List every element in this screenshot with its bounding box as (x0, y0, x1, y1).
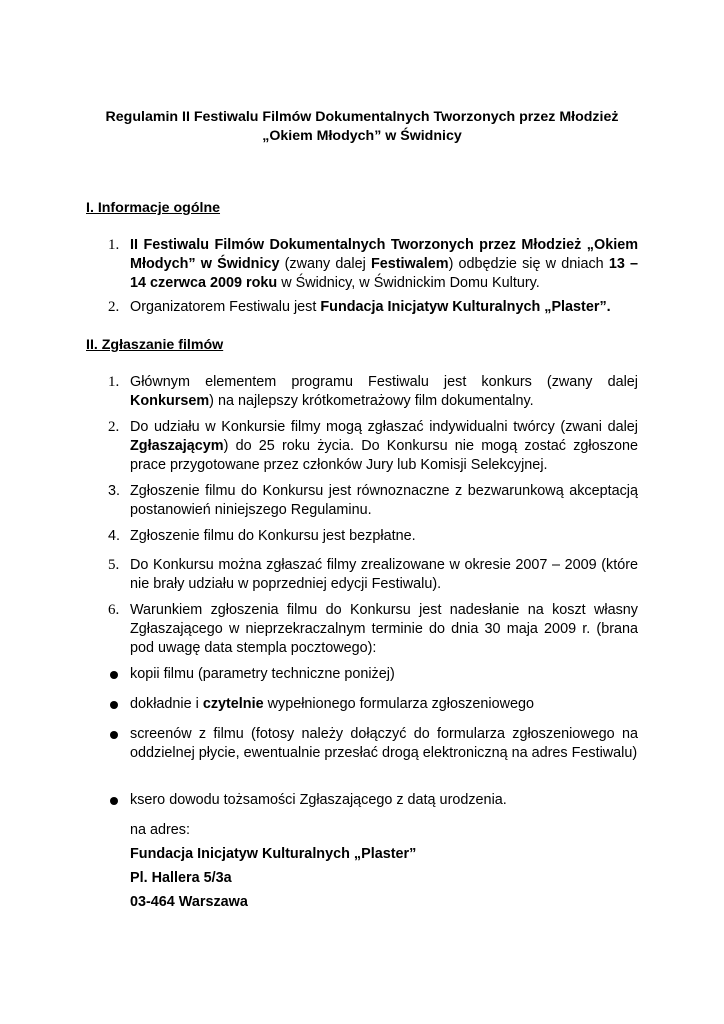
address-intro: na adres: (130, 822, 191, 838)
title-line-1: Regulamin II Festiwalu Filmów Dokumentalnych Tworzonych przez Młodzież (105, 109, 619, 125)
list-item: Zgłoszenie filmu do Konkursu jest równoznaczne z bezwarunkową akceptacją postanowień niniejszego Regulaminu. (130, 483, 638, 518)
bullet-dot (110, 731, 118, 739)
section-heading-general: I. Informacje ogólne (86, 200, 221, 216)
address-street: Pl. Hallera 5/3a (130, 870, 232, 886)
list-item: Do udziału w Konkursie filmy mogą zgłaszać indywidualni twórcy (zwani dalej Zgłaszającym) do 25 roku życia. Do Konkursu nie mogą zostać zgłoszone prace przygotowane przez członków Jury lub Komisji Selekcyjnej. (130, 419, 638, 473)
title-line-2: „Okiem Młodych” w Świdnicy (262, 128, 462, 144)
list-item: Do Konkursu można zgłaszać filmy zrealizowane w okresie 2007 – 2009 (które nie brały udziału w poprzedniej edycji Festiwalu). (130, 557, 638, 592)
address-city: 03-464 Warszawa (130, 894, 248, 910)
list-item: II Festiwalu Filmów Dokumentalnych Tworzonych przez Młodzież „Okiem Młodych” w Świdnicy (zwany dalej Festiwalem) odbędzie się w dniach 13 – 14 czerwca 2009 roku w Świdnicy, w Świdnickim Domu Kultury. (130, 237, 638, 291)
bullet-dot (110, 671, 118, 679)
bullet-dot (110, 797, 118, 805)
list-number: 5. (108, 557, 120, 573)
list-item: Organizatorem Festiwalu jest Fundacja Inicjatyw Kulturalnych „Plaster”. (130, 299, 611, 315)
bullet-item: dokładnie i czytelnie wypełnionego formularza zgłoszeniowego (130, 696, 534, 712)
bullet-dot (110, 701, 118, 709)
document-title (60, 108, 664, 146)
list-number: 3. (108, 483, 121, 499)
section-heading-submissions: II. Zgłaszanie filmów (86, 337, 224, 353)
list-item: Warunkiem zgłoszenia filmu do Konkursu jest nadesłanie na koszt własny Zgłaszającego w nieprzekraczalnym terminie do dnia 30 maja 2009 r. (brana pod uwagę data stempla pocztowego): (130, 602, 638, 656)
address-organization: Fundacja Inicjatyw Kulturalnych „Plaster” (130, 846, 417, 862)
list-item: Zgłoszenie filmu do Konkursu jest bezpłatne. (130, 528, 416, 544)
bullet-item: ksero dowodu tożsamości Zgłaszającego z datą urodzenia. (130, 792, 507, 808)
list-number: 1. (108, 374, 120, 390)
list-number: 1. (108, 237, 120, 253)
list-number: 6. (108, 602, 120, 618)
list-number: 4. (108, 528, 121, 544)
list-number: 2. (108, 299, 120, 315)
bullet-item: kopii filmu (parametry techniczne poniżej) (130, 666, 395, 682)
list-item: Głównym elementem programu Festiwalu jest konkurs (zwany dalej Konkursem) na najlepszy krótkometrażowy film dokumentalny. (130, 374, 638, 409)
list-number: 2. (108, 419, 120, 435)
bullet-item: screenów z filmu (fotosy należy dołączyć do formularza zgłoszeniowego na oddzielnej płycie, ewentualnie przesłać drogą elektroniczną na adres Festiwalu) (130, 726, 638, 761)
